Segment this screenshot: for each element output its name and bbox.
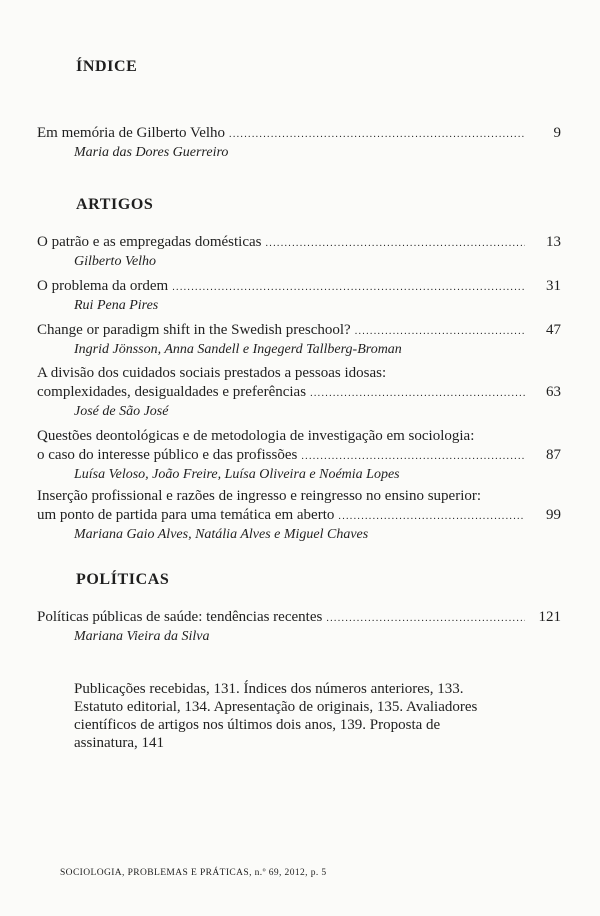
- dot-leader: [266, 234, 526, 253]
- entry-author: Gilberto Velho: [74, 254, 157, 269]
- entry-title-line1: Questões deontológicas e de metodologia de investigação em sociologia:: [37, 428, 475, 444]
- entry-title: complexidades, desigualdades e preferências: [37, 384, 307, 400]
- entry-author: José de São José: [74, 404, 169, 419]
- dot-leader: [229, 125, 525, 144]
- entry-author: Maria das Dores Guerreiro: [74, 145, 229, 160]
- entry-page: 121: [538, 609, 561, 625]
- entry-title-line1: A divisão dos cuidados sociais prestados a pessoas idosas:: [37, 365, 387, 381]
- toc-entry[interactable]: [37, 608, 561, 646]
- dot-leader: [172, 278, 525, 297]
- entry-title: Políticas públicas de saúde: tendências recentes: [37, 609, 323, 625]
- entry-title: O problema da ordem: [37, 278, 169, 294]
- entry-page: 31: [546, 278, 561, 294]
- dot-leader: [301, 447, 525, 466]
- index-heading: ÍNDICE: [76, 58, 138, 75]
- entry-page: 9: [553, 125, 561, 141]
- toc-entry[interactable]: [37, 364, 561, 421]
- entry-title: Em memória de Gilberto Velho: [37, 125, 226, 141]
- toc-entry[interactable]: [37, 321, 561, 359]
- politicas-heading: POLÍTICAS: [76, 571, 170, 588]
- entry-title: O patrão e as empregadas domésticas: [37, 234, 262, 250]
- page-footer: SOCIOLOGIA, PROBLEMAS E PRÁTICAS, n.º 69, 2012, p. 5: [60, 868, 327, 878]
- entry-title: um ponto de partida para uma temática em aberto: [37, 507, 335, 523]
- entry-author: Ingrid Jönsson, Anna Sandell e Ingegerd Tallberg-Broman: [74, 342, 402, 357]
- dot-leader: [310, 384, 525, 403]
- entry-title: Change or paradigm shift in the Swedish preschool?: [37, 322, 351, 338]
- entry-page: 63: [546, 384, 561, 400]
- entry-author: Rui Pena Pires: [74, 298, 159, 313]
- dot-leader: [355, 322, 525, 341]
- toc-entry[interactable]: [37, 277, 561, 315]
- entry-page: 87: [546, 447, 561, 463]
- toc-entry[interactable]: [37, 487, 561, 544]
- entry-title: o caso do interesse público e das profissões: [37, 447, 298, 463]
- toc-entry[interactable]: [37, 124, 561, 162]
- toc-entry[interactable]: [37, 233, 561, 271]
- misc-paragraph: Publicações recebidas, 131. Índices dos números anteriores, 133. Estatuto editorial, 134. Apresentação de originais, 135. Avaliadores científicos de artigos nos últimos dois anos, 139. Proposta de assinatura, 141: [74, 681, 478, 751]
- entry-author: Mariana Vieira da Silva: [74, 629, 210, 644]
- entry-page: 99: [546, 507, 561, 523]
- toc-entry[interactable]: [37, 427, 561, 484]
- entry-author: Mariana Gaio Alves, Natália Alves e Miguel Chaves: [74, 527, 369, 542]
- entry-page: 13: [546, 234, 561, 250]
- entry-author: Luísa Veloso, João Freire, Luísa Oliveira e Noémia Lopes: [74, 467, 400, 482]
- entry-title-line1: Inserção profissional e razões de ingresso e reingresso no ensino superior:: [37, 488, 482, 504]
- artigos-heading: ARTIGOS: [76, 196, 154, 213]
- dot-leader: [338, 507, 525, 526]
- entry-page: 47: [546, 322, 561, 338]
- dot-leader: [326, 609, 525, 628]
